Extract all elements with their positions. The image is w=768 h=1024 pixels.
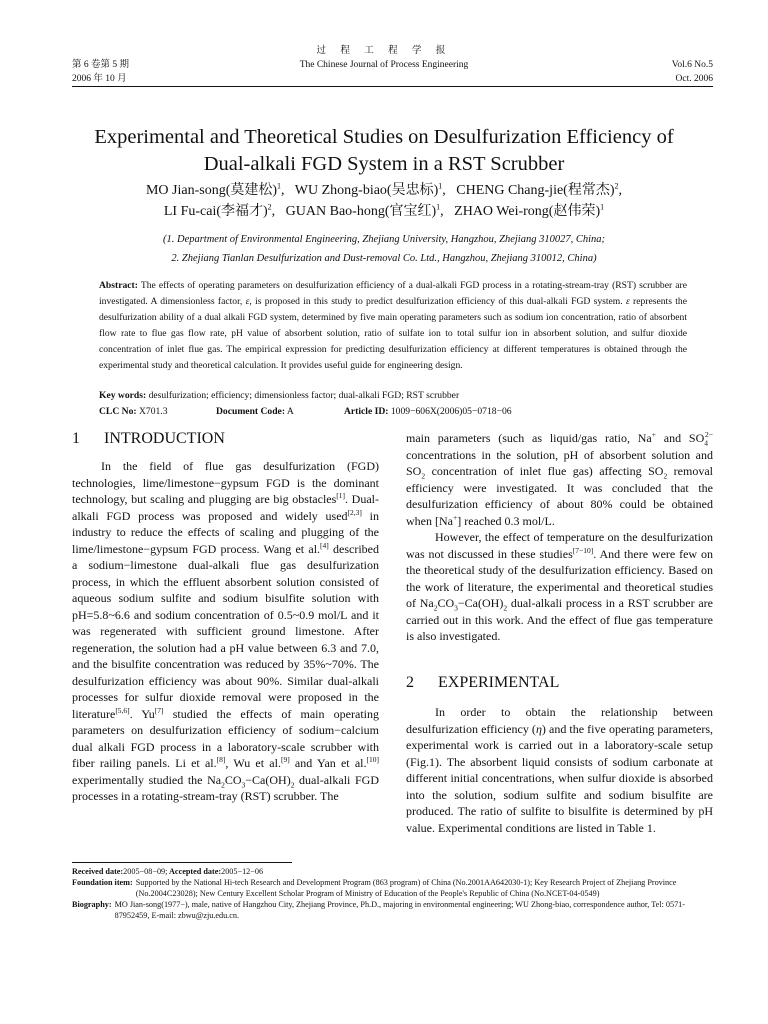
eta-symbol: η	[535, 721, 542, 736]
text-run: CO	[437, 596, 455, 610]
text-run: and SO	[655, 431, 705, 445]
abstract-label: Abstract:	[99, 280, 138, 291]
superscript: +	[651, 430, 656, 439]
text-run: and Yan et al.	[289, 756, 367, 770]
citation: [8]	[216, 755, 226, 764]
citation: [2,3]	[347, 507, 362, 517]
foundation-text: Supported by the National Hi-tech Research and Development Program (863 program) of China (No.2001AA642030-1); Key Research Project of Zhejiang Province (No.2004C23028); New Century Excellent Scholar Program of Ministry of Education of the People's Republic of China (No.NCET-04-0549)	[135, 878, 677, 898]
paragraph	[406, 529, 713, 645]
received-date: 2005−08−09;	[123, 867, 168, 876]
accepted-label: Accepted date:	[167, 867, 222, 876]
text-run: . And there were few on the theoretical study of the desulfurization efficiency. Based on the work of literature, the experimental and theoretical studies of Na	[406, 546, 713, 610]
author-name: ZHAO Wei-rong(赵伟荣)	[454, 204, 601, 219]
issue-date-en: Oct. 2006	[675, 74, 713, 84]
text-run: . Yu	[129, 706, 155, 721]
accepted-date: 2005−12−06	[221, 867, 264, 876]
author-line-2	[60, 201, 708, 222]
biography-text: MO Jian-song(1977−), male, native of Hangzhou City, Zhejiang Province, Ph.D., majoring in environmental engineering; WU Zhong-biao, correspondence author, Tel: 0571-87952459, E-mail: zbwu@zju.edu.cn.	[114, 900, 686, 920]
abstract-text: The effects of operating parameters on desulfurization efficiency of a dual-alkali FGD process in a rotating-stream-tray (RST) scrubber are investigated. A dimensionless factor,	[99, 280, 687, 307]
text-run: . Dual-alkali FGD process was proposed and widely used	[72, 492, 380, 523]
author-affil-sup: 2	[614, 181, 619, 191]
document-code-label: Document Code:	[216, 406, 286, 417]
abstract-text: , is proposed in this study to predict desulfurization efficiency of this dual-alkali FGD system.	[249, 296, 626, 307]
superscript: 2−	[705, 430, 713, 439]
document-code-value: A	[285, 406, 294, 417]
subscript: 2	[221, 779, 225, 789]
article-id	[344, 404, 512, 420]
superscript: +	[452, 512, 458, 522]
subscript: 2	[421, 471, 426, 481]
keywords-label: Key words:	[99, 390, 147, 401]
clc-label: CLC No:	[99, 406, 137, 417]
issue-date-cn: 2006 年 10 月	[72, 74, 127, 84]
author-separator: ,	[281, 183, 285, 198]
experimental-text	[406, 704, 713, 836]
affiliations	[60, 230, 708, 268]
author-separator: ,	[442, 183, 446, 198]
citation: [7−10]	[572, 545, 594, 555]
text-run: main parameters (such as liquid/gas ratio, Na	[406, 431, 652, 445]
text-run: CO	[224, 772, 242, 787]
text-run: concentrations in the solution, pH of absorbent solution and SO	[406, 447, 713, 478]
paragraph-continuation	[406, 430, 713, 529]
footnote-dates	[72, 866, 714, 877]
section-heading-experimental	[406, 673, 559, 693]
paragraph	[406, 704, 713, 836]
document-code	[216, 404, 344, 420]
journal-name-cn: 过 程 工 程 学 报	[316, 46, 452, 56]
text-run: In order to obtain the relationship between desulfurization efficiency (	[406, 705, 713, 736]
footnotes	[72, 866, 714, 921]
author-affil-sup: 1	[277, 181, 282, 191]
section-number: 2	[406, 674, 414, 691]
section-heading-introduction	[72, 429, 225, 449]
foundation-label: Foundation item:	[72, 878, 133, 887]
author-affil-sup: 2	[267, 202, 272, 212]
text-run: experimentally studied the Na	[72, 772, 222, 787]
citation: [9]	[280, 755, 290, 764]
subscript: 2	[663, 471, 668, 481]
subscript: 2	[433, 603, 438, 613]
text-run: in industry to reduce the effects of scaling and plugging of the lime/limestone−gypsum FGD process. Wang et al.	[72, 508, 379, 556]
text-run: In the field of flue gas desulfurization (FGD) technologies, lime/limestone−gypsum FGD is the dominant technology, but scaling and plugging are big obstacles	[72, 459, 379, 506]
received-label: Received date:	[72, 867, 124, 876]
right-column	[406, 430, 713, 645]
epsilon-symbol: ε	[245, 296, 250, 307]
footnote-divider	[72, 862, 292, 863]
text-run: ) and the five operating parameters, experimental work is carried out in a laboratory-scale setup (Fig.1). The absorbent liquid consists of sodium carbonate at different initial concentrations, when sulfur dioxide is absorbed into the solution, sodium sulfite and sodium bisulfite are produced. The ratio of sulfite to bisulfite is determined by pH value. Experimental conditions are listed in Table 1.	[406, 721, 713, 835]
author-separator: ,	[618, 183, 623, 198]
title-line-2: Dual-alkali FGD System in a RST Scrubber	[203, 153, 565, 175]
subscript: 2	[290, 779, 295, 789]
article-id-value: 1009−606X(2006)05−0718−06	[388, 406, 512, 417]
text-run: dual-alkali process in a RST scrubber are carried out in this work. And the effect of flue gas temperature is also investigated.	[406, 596, 713, 643]
paragraph	[72, 458, 379, 805]
text-run: dual-alkali FGD processes in a rotating-stream-tray (RST) scrubber. The	[72, 772, 379, 803]
paper-title	[60, 124, 708, 178]
affiliation-1: (1. Department of Environmental Engineering, Zhejiang University, Hangzhou, Zhejiang 310027, China;	[162, 234, 606, 245]
subscript: 4	[704, 438, 709, 448]
header-divider	[72, 86, 713, 87]
citation: [10]	[366, 755, 380, 764]
keywords-text: desulfurization; efficiency; dimensionless factor; dual-alkali FGD; RST scrubber	[146, 390, 460, 401]
subscript: 3	[241, 779, 246, 789]
text-run: ] reached 0.3 mol/L.	[457, 513, 555, 528]
citation: [4]	[320, 540, 329, 550]
author-affil-sup: 1	[600, 202, 605, 212]
author-affil-sup: 1	[438, 181, 443, 191]
text-run: However, the effect of temperature on the desulfurization was not discussed in these studies	[406, 530, 713, 561]
author-list	[60, 180, 708, 222]
author-name: MO Jian-song(莫建松)	[145, 183, 278, 198]
text-run: described a sodium−limestone dual-alkali flue gas desulfurization process, in which the effluent absorbent solution consisted of aqueous sodium sulfite and sodium bisulfite solution with pH=5.8~6.6 and sodium concentration of 0.5~0.9 mol/L and it was regenerated with sufficient ground limestone. After regeneration, the solution had a pH value between 6.3 and 7.0, and the bisulfite concentration was reduced by 35%~70%. The desulfurization efficiency was about 90%. Similar dual-alkali processes for sulfur dioxide removal were proposed in the literature	[72, 541, 379, 721]
citation: [1]	[336, 491, 346, 500]
section-title: INTRODUCTION	[104, 430, 225, 447]
issue-volume-en: Vol.6 No.5	[671, 60, 713, 70]
title-line-1: Experimental and Theoretical Studies on Desulfurization Efficiency of	[94, 126, 674, 148]
footnote-biography	[72, 899, 714, 921]
author-name: LI Fu-cai(李福才)	[163, 204, 268, 219]
left-column	[72, 458, 379, 805]
author-name: CHENG Chang-jie(程常杰)	[456, 183, 615, 198]
text-run: studied the effects of main operating parameters on desulfurization efficiency of sodium−calcium dual alkali FGD process in a laboratory-scale scrubber with fiber railing panels. Li et al.	[72, 706, 380, 770]
text-run: , Wu et al.	[225, 756, 281, 770]
issue-volume-cn: 第 6 卷第 5 期	[72, 60, 130, 70]
citation: [5,6]	[115, 705, 130, 715]
text-run: −Ca(OH)	[457, 596, 504, 610]
journal-issue-en	[672, 58, 713, 86]
author-name: WU Zhong-biao(吴忠标)	[294, 183, 439, 198]
citation: [7]	[154, 705, 164, 715]
section-title: EXPERIMENTAL	[438, 674, 560, 691]
clc-number	[99, 404, 216, 420]
abstract-text: represents the desulfurization ability of a dual alkali FGD system, determined by five main operating parameters such as sodium ion concentration, ratio of absorbent flow rate to flue gas flow rate, pH value of absorbent solution, ratio of sulfate ion to total sulfur ion in absorbent solution, and sulfur dioxide concentration of inlet flue gas. The empirical expression for predicting desulfurization efficiency at different temperatures is obtained through the experimental study and theoretical calculation. It provides useful guide for engineering design.	[99, 296, 687, 371]
text-run: −Ca(OH)	[245, 772, 291, 787]
author-separator: ,	[271, 204, 276, 219]
article-id-label: Article ID:	[344, 406, 389, 417]
epsilon-symbol: ε	[625, 296, 630, 307]
journal-name-en: The Chinese Journal of Process Engineering	[299, 60, 469, 70]
journal-name	[0, 44, 768, 72]
subscript: 3	[454, 603, 458, 613]
author-separator: ,	[440, 204, 444, 219]
affiliation-2: 2. Zhejiang Tianlan Desulfurization and Dust-removal Co. Ltd., Hangzhou, Zhejiang 310012, China)	[171, 253, 597, 264]
author-name: GUAN Bao-hong(官宝红)	[285, 204, 437, 219]
subscript: 2	[503, 603, 508, 613]
classification-codes	[99, 404, 687, 420]
section-number: 1	[72, 430, 80, 447]
text-run: concentration of inlet flue gas) affecting SO	[425, 464, 664, 478]
biography-label: Biography:	[72, 900, 112, 909]
author-line-1	[60, 180, 708, 201]
clc-value: X701.3	[136, 406, 168, 417]
abstract	[99, 278, 687, 374]
keywords	[99, 388, 687, 404]
footnote-foundation	[72, 877, 714, 899]
author-affil-sup: 1	[436, 202, 441, 212]
text-run: removal efficiency were investigated. It was concluded that the desulfurization efficiency of about 80% could be obtained when [Na	[406, 464, 713, 528]
